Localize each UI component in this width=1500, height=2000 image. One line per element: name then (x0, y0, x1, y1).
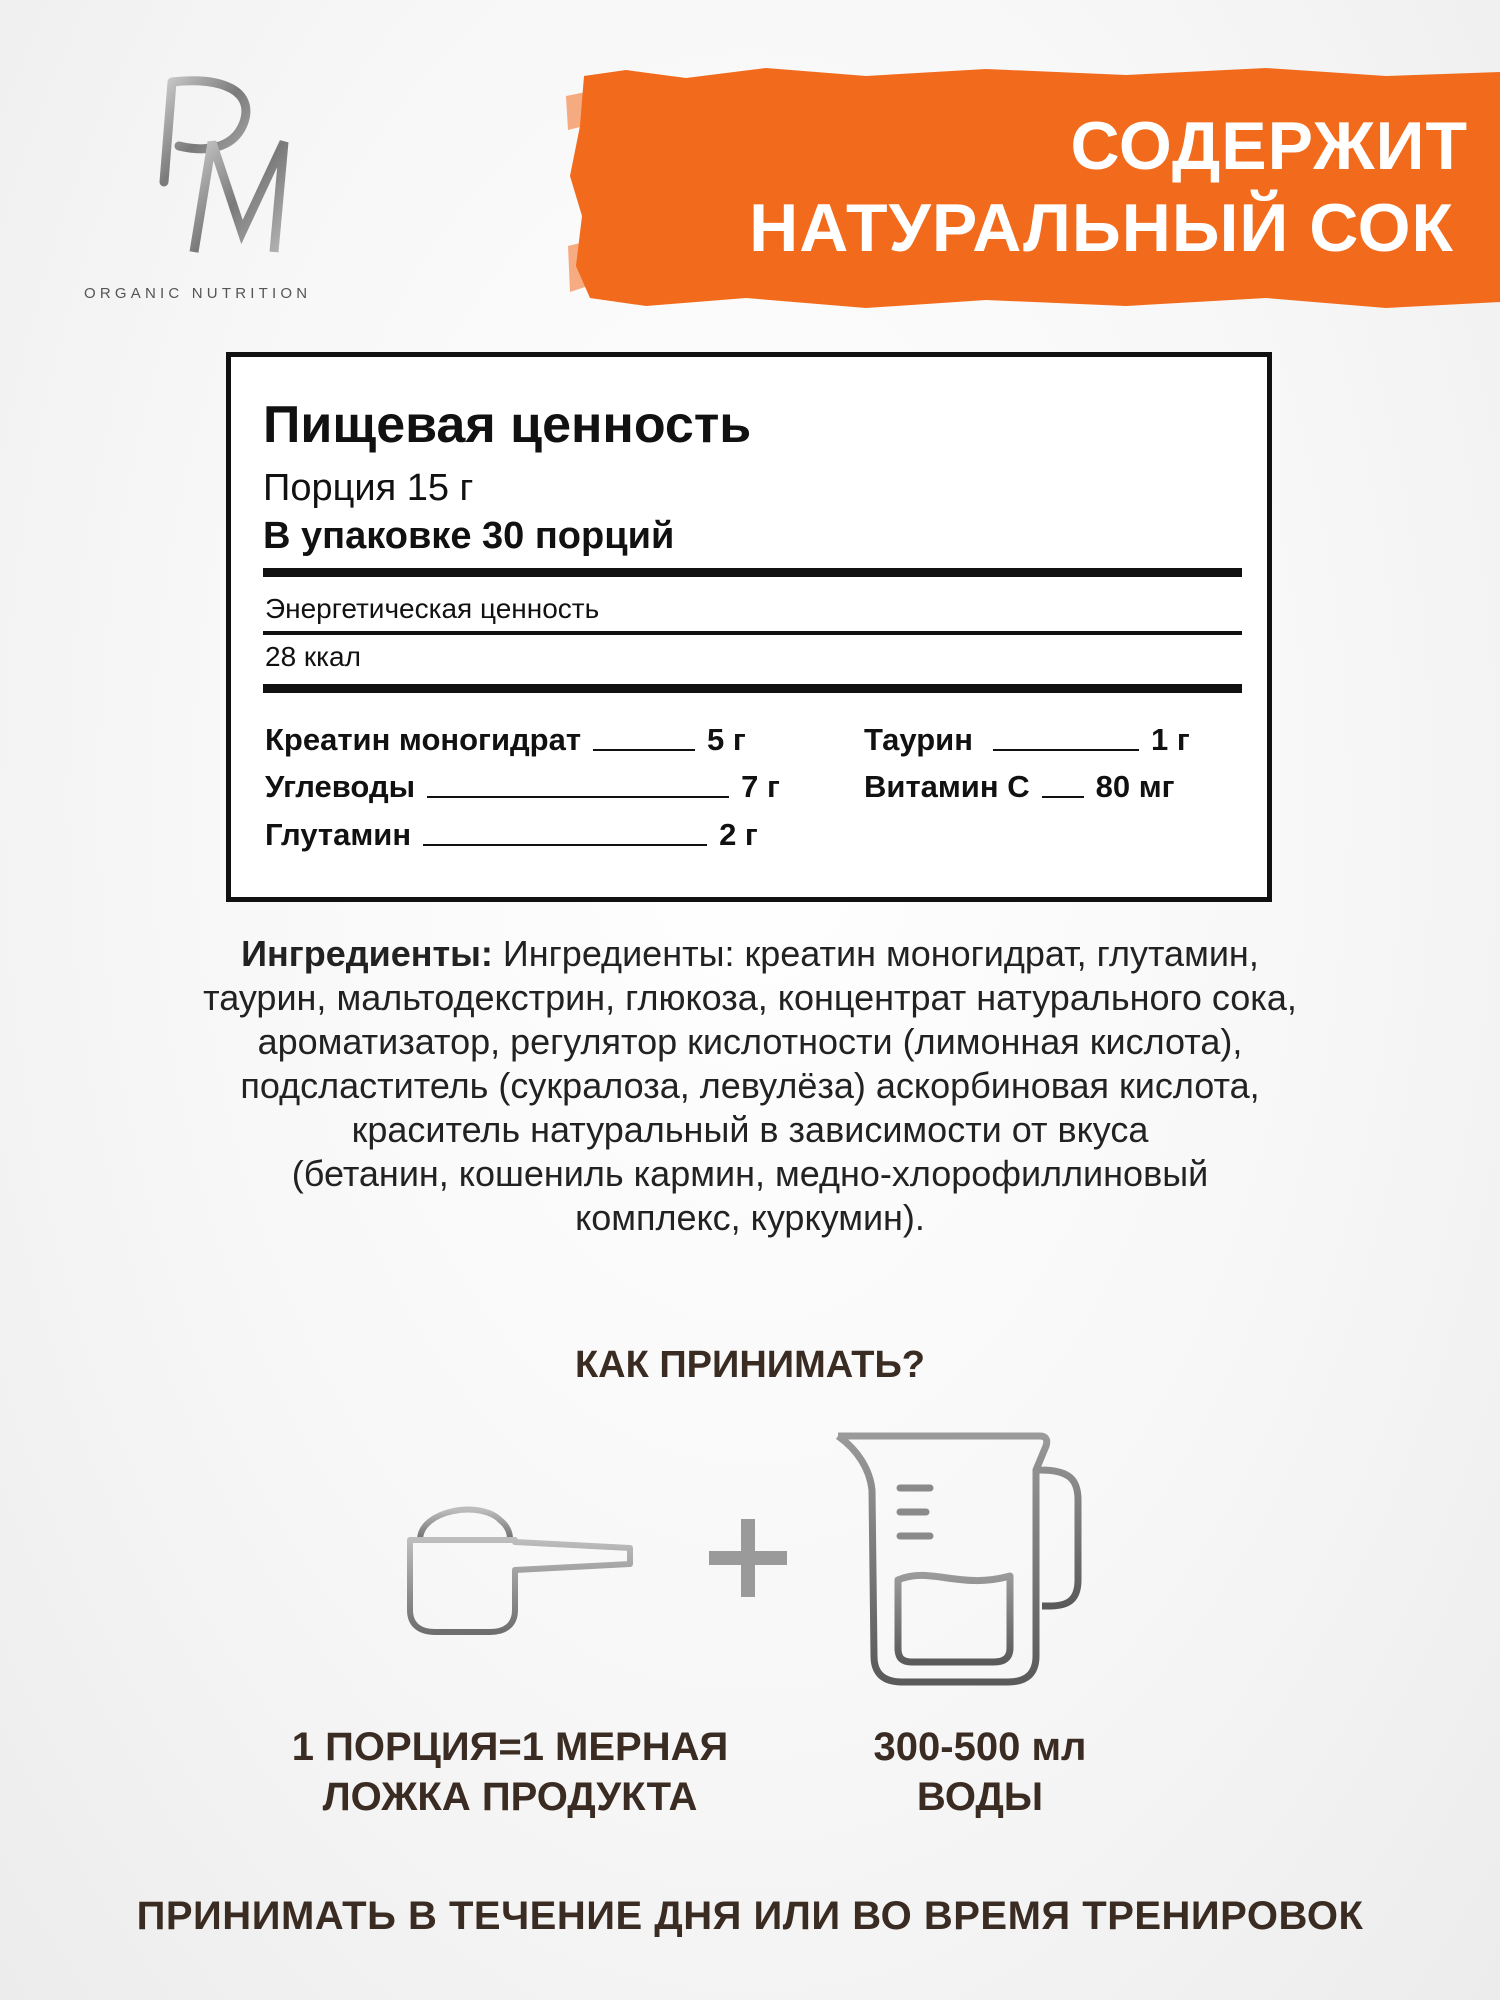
how-to-title: КАК ПРИНИМАТЬ? (574, 1344, 926, 1386)
nutrition-title: Пищевая ценность (263, 396, 752, 454)
nutrient-name: Креатин моногидрат (265, 722, 582, 757)
nutrient-row (265, 810, 758, 850)
measuring-jug-icon (830, 1430, 1130, 1690)
energy-value: 28 ккал (265, 641, 361, 672)
brush-stroke-shape (566, 66, 1500, 310)
nutrient-row (864, 715, 1190, 755)
nutrient-amount: 7 г (741, 769, 780, 804)
banner-line-2: НАТУРАЛЬНЫЙ СОК (749, 190, 1454, 266)
nutrient-row (864, 762, 1175, 802)
divider-thin (263, 631, 1242, 635)
divider-thick (263, 568, 1242, 577)
nutrient-row (265, 762, 780, 802)
nutrient-name: Таурин (864, 722, 973, 757)
ingredients-line: (бетанин, кошениль кармин, медно-хлорофиллиновый (291, 1153, 1209, 1194)
water-caption: 300-500 мл ВОДЫ (873, 1725, 1087, 1819)
serving-size: Порция 15 г (263, 467, 474, 509)
ingredients-line: Ингредиенты: Ингредиенты: креатин моногидрат, глутамин, (241, 933, 1259, 974)
measuring-scoop-icon (400, 1500, 640, 1640)
leader-line (423, 844, 707, 846)
nutrient-row (265, 715, 746, 755)
banner-line-1: СОДЕРЖИТ (1070, 108, 1468, 184)
scoop-caption: 1 ПОРЦИЯ=1 МЕРНАЯ ЛОЖКА ПРОДУКТА (291, 1725, 729, 1819)
ingredients-line: комплекс, куркумин). (575, 1197, 925, 1238)
rm-monogram-icon (134, 62, 334, 262)
plus-icon (705, 1515, 791, 1601)
ingredients-line: подсластитель (сукралоза, левулёза) аскорбиновая кислота, (240, 1065, 1260, 1106)
nutrition-panel (226, 352, 1272, 902)
leader-line (1042, 796, 1084, 798)
leader-line (993, 749, 1139, 751)
ingredients-line: таурин, мальтодекстрин, глюкоза, концентрат натурального сока, (203, 977, 1297, 1018)
ingredients-text (60, 932, 1440, 1240)
brand-tagline: ORGANIC NUTRITION (84, 285, 312, 302)
servings-per-pack: В упаковке 30 порций (263, 515, 675, 557)
divider-thick (263, 684, 1242, 693)
ingredients-label: Ингредиенты: (241, 933, 493, 974)
nutrient-amount: 80 мг (1095, 769, 1175, 804)
ingredients-line: краситель натуральный в зависимости от вкуса (351, 1109, 1149, 1150)
nutrient-amount: 2 г (719, 817, 758, 852)
nutrient-name: Витамин С (864, 769, 1030, 804)
nutrient-name: Глутамин (265, 817, 412, 852)
nutrient-name: Углеводы (265, 769, 416, 804)
juice-banner (566, 66, 1500, 310)
nutrient-amount: 1 г (1150, 722, 1190, 757)
leader-line (427, 796, 729, 798)
ingredients-line: ароматизатор, регулятор кислотности (лимонная кислота), (257, 1021, 1243, 1062)
brand-logo (84, 62, 374, 312)
usage-footer: ПРИНИМАТЬ В ТЕЧЕНИЕ ДНЯ ИЛИ ВО ВРЕМЯ ТРЕНИРОВОК (136, 1894, 1364, 1938)
nutrient-amount: 5 г (707, 722, 746, 757)
leader-line (593, 749, 695, 751)
energy-label: Энергетическая ценность (265, 593, 600, 624)
